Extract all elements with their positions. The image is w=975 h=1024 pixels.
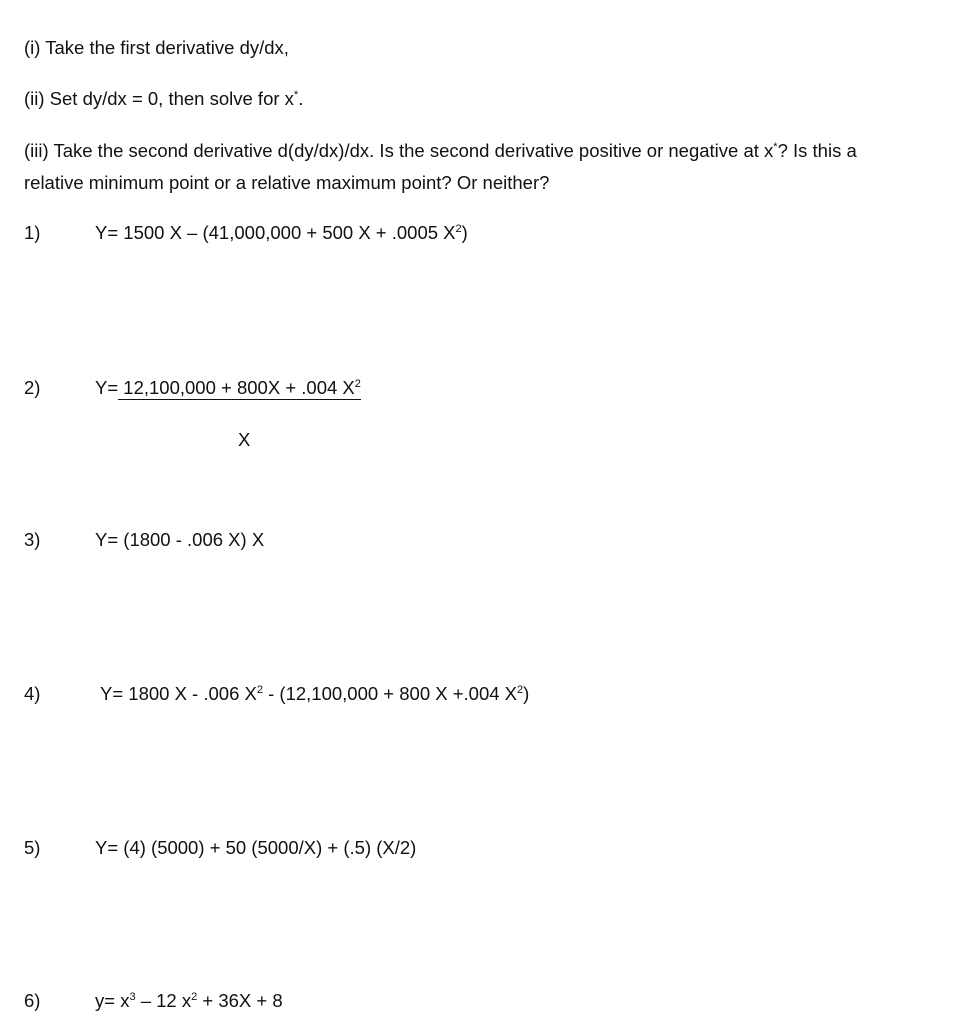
exponent: 2	[517, 684, 524, 696]
equation-text: Y= (4) (5000) + 50 (5000/X) + (.5) (X/2)	[95, 837, 417, 858]
equation-text: )	[523, 683, 530, 704]
instruction-text: (i) Take the first derivative dy/dx,	[24, 37, 289, 58]
problem-3-equation	[95, 528, 264, 552]
equation-text: - (12,100,000 + 800 X +.004 X	[262, 683, 518, 704]
exponent: 2	[354, 378, 361, 390]
exponent: 2	[191, 991, 198, 1003]
problem-1-equation	[95, 221, 468, 245]
equation-text: Y= (1800 - .006 X) X	[95, 529, 265, 550]
equation-text: y= x	[95, 990, 130, 1011]
equation-text: Y=	[95, 377, 119, 398]
problem-number: 2)	[24, 377, 41, 398]
fraction-denominator: X	[238, 429, 251, 450]
instruction-text: ? Is this a	[777, 140, 857, 161]
problem-5-equation	[95, 836, 416, 860]
exponent: 2	[256, 684, 263, 696]
exponent: 2	[455, 223, 462, 235]
instruction-text: relative minimum point or a relative maximum point? Or neither?	[24, 172, 550, 193]
instruction-text: (iii) Take the second derivative d(dy/dx)/dx. Is the second derivative positive or negative at x	[24, 140, 774, 161]
instruction-text: (ii) Set dy/dx = 0, then solve for x	[24, 88, 294, 109]
problem-4-equation	[100, 682, 529, 706]
equation-text: – 12 x	[135, 990, 192, 1011]
instruction-first-derivative	[24, 36, 289, 60]
instruction-set-zero	[24, 87, 303, 111]
instruction-min-max	[24, 171, 549, 195]
equation-text: )	[461, 222, 468, 243]
equation-text: Y= 1800 X - .006 X	[100, 683, 257, 704]
instruction-second-derivative	[24, 139, 857, 163]
problem-number: 1)	[24, 222, 41, 243]
problem-number: 3)	[24, 529, 41, 550]
problem-2-equation	[95, 376, 361, 400]
superscript: *	[773, 141, 778, 153]
equation-text: 12,100,000 + 800X + .004 X	[118, 377, 355, 398]
problem-6-equation	[95, 989, 283, 1013]
problem-number: 6)	[24, 990, 41, 1011]
equation-text: + 36X + 8	[197, 990, 283, 1011]
equation-text: Y= 1500 X – (41,000,000 + 500 X + .0005 X	[95, 222, 456, 243]
problem-number: 4)	[24, 683, 41, 704]
fraction-numerator	[118, 377, 361, 400]
exponent: 3	[129, 991, 136, 1003]
superscript: *	[293, 89, 299, 101]
instruction-text: .	[298, 88, 304, 109]
problem-number: 5)	[24, 837, 41, 858]
